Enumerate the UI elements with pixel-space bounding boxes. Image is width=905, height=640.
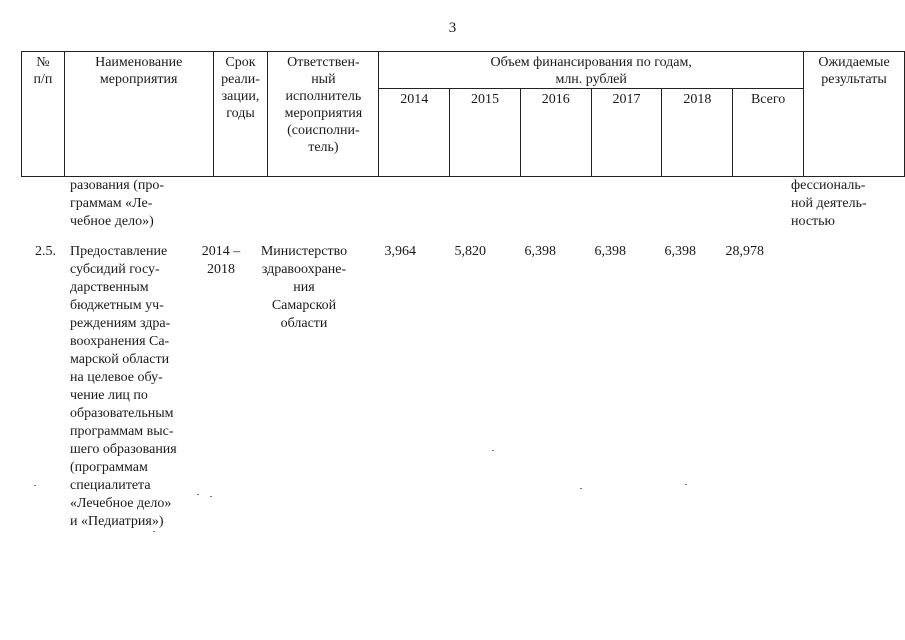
header-col-no: № п/п [22,52,65,177]
header-year-2016: 2016 [520,89,591,177]
value-2015: 5,820 [454,244,486,259]
value-2017: 6,398 [594,244,626,259]
value-total: 28,978 [725,244,764,259]
scan-speck [210,496,212,497]
row-name: Предоставление субсидий госу- дарственным бюджетным уч- реждениям здра- воохранения Са- марской области на целевое обу- чение лиц по образовательным программам выс- шего образования (программам специалитета «Лечебное дело» и «Педиатрия») [70,244,177,529]
table-header [21,51,905,177]
scan-speck [153,531,155,532]
page-number: 3 [448,20,457,36]
continuation-results: фессиональ- ной деятель- ностью [791,178,867,229]
header-year-2017: 2017 [591,89,662,177]
header-col-term: Срок реали- зации, годы [213,52,268,177]
value-2018: 6,398 [664,244,696,259]
row-executor: Министерство здравоохране- ния Самарской области [260,244,348,331]
header-year-2015: 2015 [450,89,521,177]
scan-speck [197,494,199,495]
row-number: 2.5. [35,244,56,259]
header-col-name: Наименование мероприятия [64,52,213,177]
scan-speck [580,488,582,489]
header-col-results: Ожидаемые результаты [804,52,905,177]
header-col-finance: Объем финансирования по годам, млн. рублей [379,52,804,89]
scan-speck [492,450,494,451]
row-term: 2014 – 2018 [201,244,241,277]
value-2016: 6,398 [524,244,556,259]
header-year-2014: 2014 [379,89,450,177]
header-col-executor: Ответствен- ный исполнитель мероприятия (соисполни- тель) [268,52,379,177]
header-year-2018: 2018 [662,89,733,177]
continuation-name: разования (про- граммам «Ле- чебное дело») [70,178,165,229]
scan-speck [685,484,687,485]
value-2014: 3,964 [384,244,416,259]
scan-speck [34,485,36,486]
header-year-total: Всего [733,89,804,177]
